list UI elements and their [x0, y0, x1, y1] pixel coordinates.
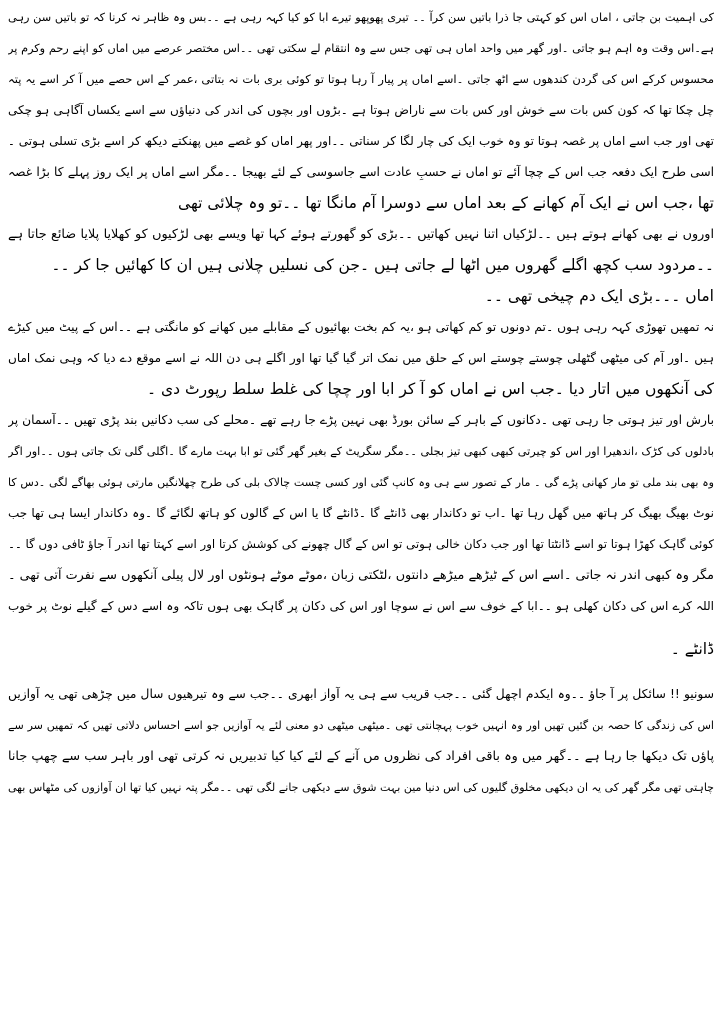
text-line: اسی طرح ایک دفعہ جب اس کے چچا آئے تو اماں نے حسبِ عادت اسے جاسوسی کے لئے بھیجا ۔۔مگر اسے اماں پر ایک روز پہلے کا بڑا غصہ [8, 165, 714, 179]
paragraph [8, 281, 714, 312]
paragraph [8, 679, 714, 803]
text-line: ۔۔مردود سب کچھ اگلے گھروں میں اٹھا لے جاتی ہیں ۔جن کی نسلیں چلانی ہیں ان کا کھائیں جا کر ۔۔ [51, 256, 714, 274]
paragraph-spacer [8, 665, 714, 679]
text-line: چاہتی تھی مگر گھر کی یہ ان دیکھی مخلوق گلیوں کی اس دنیا مین بہت شوق سے دیکھی جانے لگی تھی ۔۔مگر پتہ نہیں کیا تھا ان آوازوں کی مٹھاس بھی [8, 781, 714, 794]
text-line: اوروں نے بھی کھانے ہوتے ہیں ۔۔لڑکیاں اتنا نہیں کھاتیں ۔۔بڑی کو گھورتے ہوئے کہا تھا ویسے بھی لڑکیوں کو کھلایا پلایا ضائع جاتا ہے [8, 227, 714, 242]
paragraph [8, 2, 714, 157]
text-line: اللہ کرے اس کی دکان کھلی ہو ۔۔ابا کے خوف سے اس نے سوچا اور اس کی دکان پر گاہک بھی ہوں تاکہ وہ اسے دس کے گیلے نوٹ پر خوب [8, 599, 714, 613]
line-spacer [8, 622, 714, 634]
paragraph [8, 312, 714, 405]
text-line: ہیں ۔اور آم کی میٹھی گٹھلی چوستے چوستے اس کے حلق میں نمک اتر گیا گیا تھا اور اگلے ہی دن اللہ نے اسے موقع دے دیا کہ وہی نمک اماں [8, 351, 714, 365]
text-line: بارش اور تیز ہوتی جا رہی تھی ۔دکانوں کے باہر کے سائن بورڈ بھی نہین پڑے جا رہے تھے ۔محلے کی سب دکانیں بند پڑی تھیں ۔۔آسمان پر [8, 413, 714, 427]
text-line: سونیو !! سائکل پر آ جاؤ ۔۔وہ ایکدم اچھل گئی ۔۔جب قریب سے ہی یہ آواز ابھری ۔۔جب سے وہ تیرھیوں سال میں چڑھی تھی یہ آوازیں [8, 687, 714, 701]
text-line: وہ بھی بند ملی تو مار کھانی پڑے گی ۔ مار کے تصور سے ہی وہ کانپ گئی اور کسی چست چالاک بلی کی طرح چھلانگیں مارتی ہوئی بھاگے لگی ۔دس کا [8, 476, 714, 489]
text-line: کوئی گاہک کھڑا ہوتا تو اسے ڈانٹتا تھا اور جب دکان خالی ہوتی تو اس کے گال چھونے کی کوشش کرتا اور اسے کہتا تھا اندر آ جاؤ ٹافی دوں گا ۔۔ [8, 537, 714, 551]
text-line: کی آنکھوں میں اتار دیا ۔جب اس نے اماں کو آ کر ابا اور چچا کی غلط سلط رپورٹ دی ۔ [147, 380, 714, 398]
text-line: مگر وہ کبھی اندر نہ جاتی ۔اسے اس کے ٹیڑھے میڑھے دانتوں ،لٹکتی زبان ،موٹے موٹے ہونٹوں اور لال پیلی آنکھوں سے نفرت آتی تھی ۔ [8, 568, 714, 583]
text-line: اس کی زندگی کا حصہ بن گئیں تھیں اور وہ انہیں خوب پہچانتی تھی ۔میٹھی میٹھی دو معنی لئے یہ آوازیں جو اسے احساس دلاتی تھیں کہ تمھیں سر سے [8, 719, 714, 732]
text-line: کی اہمیت بن جاتی ، اماں اس کو کہتی جا ذرا باتیں سن کرآ ۔۔ تیری پھوپھو تیرے ابا کو کیا کہہ رہی ہے ۔۔بس وہ ظاہر نہ کرنا کہ تو باتیں سن رہی [8, 11, 714, 24]
paragraph [8, 405, 714, 665]
paragraph [8, 157, 714, 281]
text-line: اماں ۔۔۔بڑی ایک دم چیخی تھی ۔۔ [484, 287, 714, 305]
text-line: چل چکا تھا کہ کون کس بات سے خوش اور کس بات سے ناراض ہوتا ہے ۔بڑوں اور بچوں کی اندر کی دنیاؤں سے اسے یکساں آگاہی ہو چکی [8, 103, 714, 117]
text-line: ڈانٹے ۔ [670, 640, 714, 658]
text-line: تھی اور جب اسے اماں پر غصہ ہوتا تو وہ خوب ایک کی چار لگا کر سناتی ۔۔اور پھر اماں کو غصے میں پھنکتے دیکھ کر اسے بڑی تسلی ہوتی ۔ [8, 134, 714, 148]
text-line: نہ تمھیں تھوڑی کہہ رہی ہوں ۔تم دونوں تو کم کھاتی ہو ،یہ کم بخت بھائیوں کے مقابلے میں کھانے کو مانگتی ہے ۔۔اس کے پیٹ میں کیڑے [8, 320, 714, 334]
text-line: نوٹ بھیگ بھیگ کر ہاتھ میں گھل رہا تھا ۔اب تو دکاندار بھی ڈانٹے گا ۔ڈانٹے گا یا اس کے گالوں کو ہاتھ لگائے گا ۔وہ دکاندار ایسا ہی تھا جب [8, 506, 714, 520]
text-line: تھا ،جب اس نے ایک آم کھانے کے بعد اماں سے دوسرا آم مانگا تھا ۔۔تو وہ چلائی تھی [178, 194, 714, 212]
text-line: پاؤں تک دیکھا جا رہا ہے ۔۔گھر میں وہ باقی افراد کی نظروں مں آنے کے لئے کیا کیا تدبیریں نہ کرتی تھی اور باہر سب سے چھپ جانا [8, 749, 714, 764]
text-line: محسوس کرکے اس کی گردن کندھوں سے اٹھ جاتی ۔اسے اماں پر پیار آ رہا ہوتا تو کوئی بری بات نہ بتاتی ،عمر کے اس حصے میں آ کر اسے یہ پتہ [8, 72, 714, 86]
text-line: بادلوں کی کڑک ،اندھیرا اور اس کو چیرتی کبھی کبھی تیز بجلی ۔۔مگر سگریٹ کے بغیر گھر گئی تو ابا بہت مارے گا ۔اگلی گلی تک جاتی ہوں ۔۔اور اگر [8, 445, 714, 458]
text-line: ہے۔اس وقت وہ اہم ہو جاتی ۔اور گھر میں واحد اماں ہی تھی جس سے وہ انتقام لے سکتی تھی ۔۔اس مختصر عرصے میں اماں کو اپنے رحم وکرم پر [8, 42, 714, 55]
